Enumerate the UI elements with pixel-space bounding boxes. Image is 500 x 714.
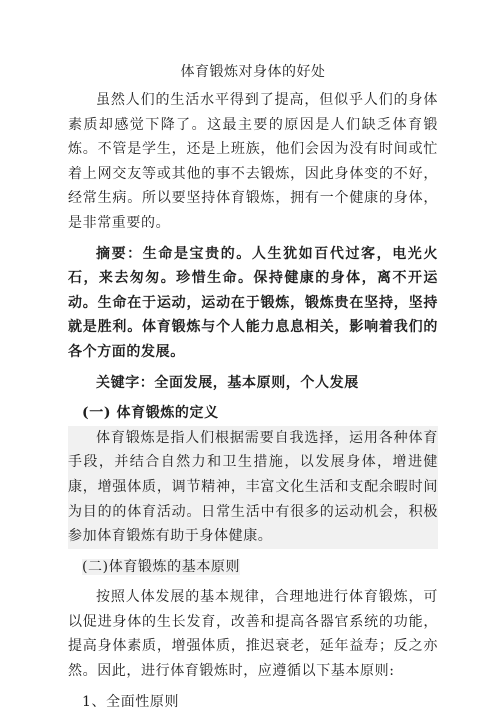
section-1-heading: (一) 体育锻炼的定义 bbox=[82, 405, 219, 422]
document-page bbox=[68, 62, 438, 714]
section-2-heading bbox=[68, 555, 438, 580]
keywords-line: 关键字：全面发展，基本原则，个人发展 bbox=[96, 374, 359, 391]
section-2-body: 按照人体发展的基本规律，合理地进行体育锻炼，可以促进身体的生长发育，改善和提高各器官系统的功能，提高身体素质，增强体质，推迟衰老，延年益寿；反之亦然。因此，进行体育锻炼时，应遵循以下基本原则: bbox=[68, 589, 438, 680]
section-2-heading-text: (二)体育锻炼的基本原则 bbox=[82, 558, 241, 575]
intro-paragraph: 虽然人们的生活水平得到了提高，但似乎人们的身体素质却感觉下降了。这最主要的原因是人们缺乏体育锻炼。不管是学生，还是上班族，他们会因为没有时间或忙着上网交友等或其他的事不去锻炼，因此身体变的不好，经常生病。所以要坚持体育锻炼，拥有一个健康的身体，是非常重要的。 bbox=[68, 92, 438, 231]
list-item-1: 1、全面性原则 bbox=[82, 693, 180, 710]
document-title: 体育锻炼对身体的好处 bbox=[180, 64, 326, 80]
section-1-body: 体育锻炼是指人们根据需要自我选择，运用各种体育手段，并结合自然力和卫生措施，以发展身体，增进健康，增强体质，调节精神，丰富文化生活和支配余暇时间为目的的体育活动。日常生活中有很多的运动机会，积极参加体育锻炼有助于身体健康。 bbox=[68, 426, 438, 549]
abstract-paragraph: 摘要：生命是宝贵的。人生犹如百代过客，电光火石，来去匆匆。珍惜生命。保持健康的身体，离不开运动。生命在于运动，运动在于锻炼，锻炼贵在坚持，坚持就是胜利。体育锻炼与个人能力息息相关，影响着我们的各个方面的发展。 bbox=[68, 245, 438, 360]
